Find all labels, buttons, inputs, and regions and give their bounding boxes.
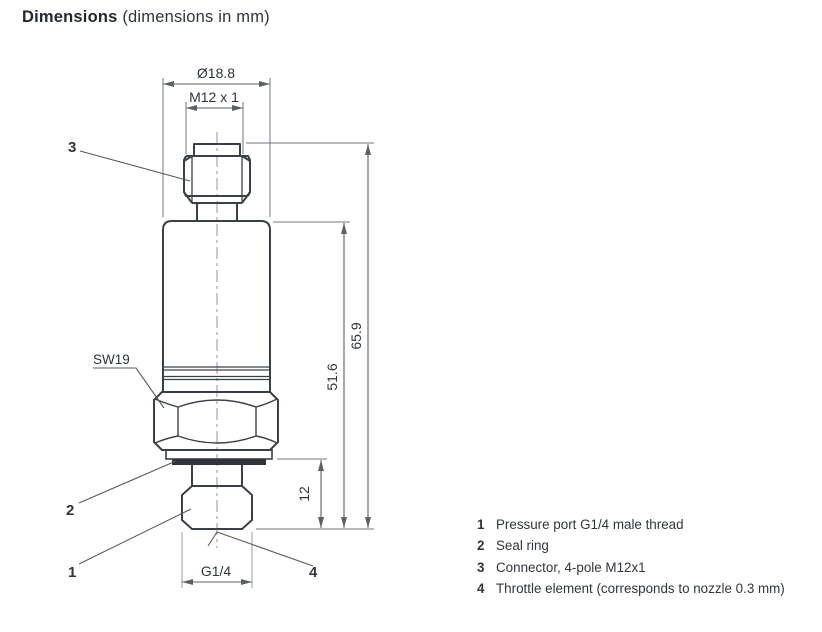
legend-item-1 (477, 517, 785, 538)
label-connector-thread: M12 x 1 (189, 89, 239, 105)
label-overall-height: 65.9 (348, 322, 364, 350)
dim-port-height (296, 460, 324, 528)
callout-4: 4 (309, 564, 318, 581)
leader-3 (80, 151, 190, 181)
dim-overall-height (348, 144, 371, 528)
legend-item-text: Connector, 4-pole M12x1 (496, 559, 646, 575)
legend-item-number: 3 (477, 559, 485, 575)
label-port-height: 12 (296, 486, 312, 502)
dim-port-thread (182, 563, 252, 585)
leader-2 (79, 461, 176, 503)
legend-item-3 (477, 560, 785, 581)
dim-connector-thread (186, 89, 243, 111)
title-heading: Dimensions (22, 8, 118, 26)
label-wrench-size: SW19 (93, 352, 130, 367)
seal-ring (172, 459, 266, 465)
dim-body-height (324, 223, 347, 528)
leader-4 (217, 532, 313, 566)
callout-1: 1 (68, 564, 77, 581)
label-connector-diameter: Ø18.8 (196, 65, 236, 81)
legend-item-number: 4 (477, 580, 485, 596)
body-outline (163, 221, 270, 392)
pressure-port-outline (182, 465, 252, 529)
legend-item-2 (477, 538, 785, 559)
legend-item-4 (477, 581, 785, 602)
callout-3: 3 (68, 139, 77, 156)
legend-item-number: 2 (477, 538, 485, 554)
legend-item-text: Throttle element (corresponds to nozzle 0.3 mm) (496, 580, 785, 596)
hex-nut-outline (154, 392, 278, 450)
legend-item-number: 1 (477, 517, 485, 532)
label-body-height: 51.6 (324, 363, 340, 391)
leader-1 (79, 509, 191, 564)
dim-connector-diameter (163, 65, 270, 87)
callout-2: 2 (66, 502, 75, 519)
washer-outline (166, 450, 272, 465)
legend-item-text: Pressure port G1/4 male thread (496, 517, 684, 532)
throttle-marker (208, 532, 217, 546)
legend (477, 517, 785, 602)
label-port-thread: G1/4 (200, 563, 232, 579)
title-subtitle: (dimensions in mm) (122, 8, 270, 26)
legend-item-text: Seal ring (496, 538, 549, 554)
